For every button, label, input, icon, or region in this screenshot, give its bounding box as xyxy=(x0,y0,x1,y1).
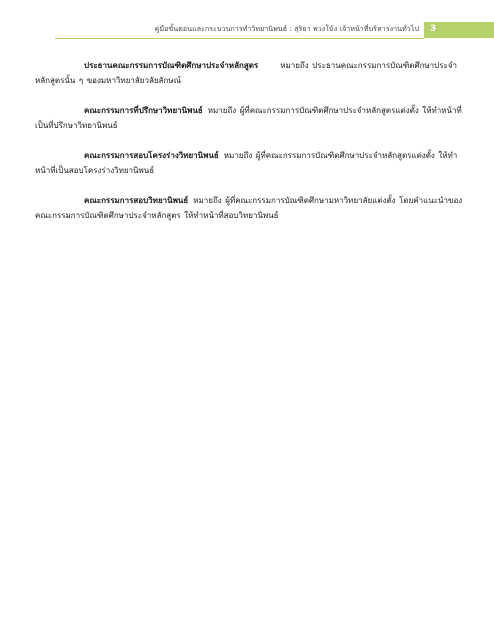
definition-term: คณะกรรมการสอบโครงร่างวิทยานิพนธ์ xyxy=(84,151,219,160)
definition-item xyxy=(35,148,465,178)
definitions-list xyxy=(35,58,465,238)
header-title: คู่มือขั้นตอนและกระบวนการทำวิทยานิพนธ์ : สุริยา พวงโบ้ง เจ้าหน้าที่บริหารงานทั่วไป xyxy=(154,25,419,33)
definition-text: หมายถึง ผู้ที่คณะกรรมการบัณฑิตศึกษาประจำหลักสูตรแต่งตั้ง ให้ทำหน้าที่เป็นสอบโครงร่างวิทยานิพนธ์ xyxy=(35,151,458,175)
page-header xyxy=(0,22,494,38)
definition-term: ประธานคณะกรรมการบัณฑิตศึกษาประจำหลักสูตร xyxy=(84,61,259,70)
definition-text: หมายถึง ผู้ที่คณะกรรมการบัณฑิตศึกษาประจำหลักสูตรแต่งตั้ง ให้ทำหน้าที่เป็นที่ปรึกษาวิทยานิพนธ์ xyxy=(35,106,462,130)
definition-text: หมายถึง ประธานคณะกรรมการบัณฑิตศึกษาประจำหลักสูตรนั้น ๆ ของมหาวิทยาลัยวลัยลักษณ์ xyxy=(35,61,458,85)
definition-item xyxy=(35,58,465,88)
definition-text: หมายถึง ผู้ที่คณะกรรมการบัณฑิตศึกษามหาวิทยาลัยแต่งตั้ง โดยคำแนะนำของคณะกรรมการบัณฑิตศึกษาประจำหลักสูตร ให้ทำหน้าที่สอบวิทยานิพนธ์ xyxy=(35,196,463,220)
page-number-badge xyxy=(424,22,494,38)
definition-item xyxy=(35,193,465,223)
header-divider xyxy=(55,38,424,39)
definition-item xyxy=(35,103,465,133)
page-number: 3 xyxy=(430,24,437,34)
definition-term: คณะกรรมการที่ปรึกษาวิทยานิพนธ์ xyxy=(84,106,203,115)
definition-term: คณะกรรมการสอบวิทยานิพนธ์ xyxy=(84,196,189,205)
